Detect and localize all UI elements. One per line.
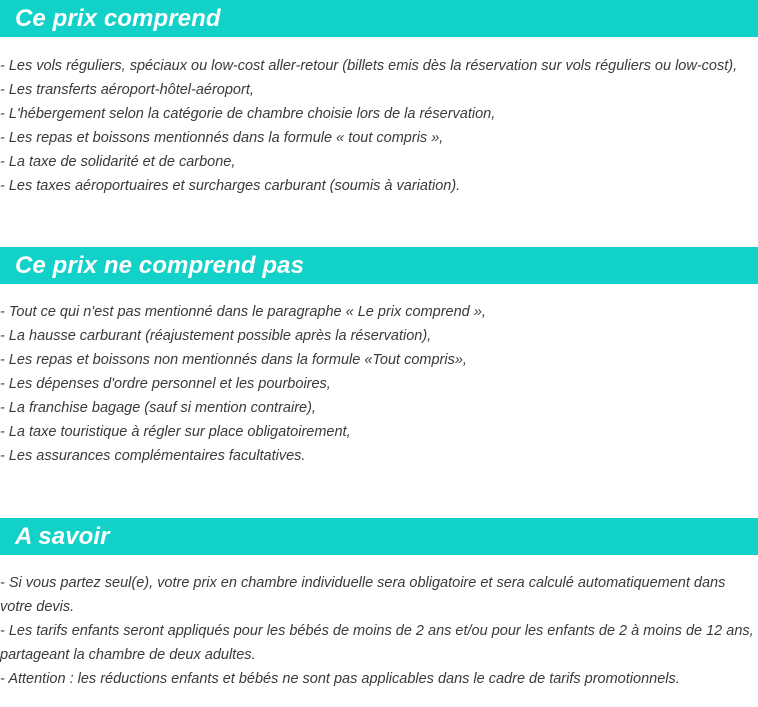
- list-item: - Les vols réguliers, spéciaux ou low-cost aller-retour (billets emis dès la réservation sur vols réguliers ou low-cost),: [0, 58, 738, 74]
- list-item: - Si vous partez seul(e), votre prix en chambre individuelle sera obligatoire et sera calculé automatiquement dans votre devis.: [0, 575, 726, 615]
- list-item: - La franchise bagage (sauf si mention contraire),: [0, 400, 316, 416]
- list-item: - Attention : les réductions enfants et bébés ne sont pas applicables dans le cadre de tarifs promotionnels.: [0, 671, 680, 687]
- list-item: - La taxe touristique à régler sur place obligatoirement,: [0, 424, 351, 440]
- list-item: - Les dépenses d'ordre personnel et les pourboires,: [0, 376, 331, 392]
- good-to-know-list: [0, 571, 758, 691]
- section-title-included: Ce prix comprend: [15, 5, 221, 32]
- not-included-list: [0, 300, 758, 468]
- section-header-included: [0, 0, 758, 37]
- list-item: - Les repas et boissons mentionnés dans la formule « tout compris »,: [0, 130, 444, 146]
- list-item: - Tout ce qui n'est pas mentionné dans le paragraphe « Le prix comprend »,: [0, 304, 486, 320]
- list-item: - Les repas et boissons non mentionnés dans la formule «Tout compris»,: [0, 352, 467, 368]
- section-title-not-included: Ce prix ne comprend pas: [15, 252, 305, 279]
- section-header-good-to-know: [0, 518, 758, 555]
- list-item: - Les tarifs enfants seront appliqués pour les bébés de moins de 2 ans et/ou pour les enfants de 2 à moins de 12 ans, partageant la chambre de deux adultes.: [0, 623, 754, 663]
- list-item: - Les taxes aéroportuaires et surcharges carburant (soumis à variation).: [0, 178, 461, 194]
- included-list: [0, 54, 758, 198]
- list-item: - La hausse carburant (réajustement possible après la réservation),: [0, 328, 432, 344]
- list-item: - L'hébergement selon la catégorie de chambre choisie lors de la réservation,: [0, 106, 496, 122]
- section-header-not-included: [0, 247, 758, 284]
- list-item: - Les assurances complémentaires facultatives.: [0, 448, 306, 464]
- list-item: - Les transferts aéroport-hôtel-aéroport,: [0, 82, 254, 98]
- list-item: - La taxe de solidarité et de carbone,: [0, 154, 236, 170]
- section-title-good-to-know: A savoir: [15, 523, 110, 550]
